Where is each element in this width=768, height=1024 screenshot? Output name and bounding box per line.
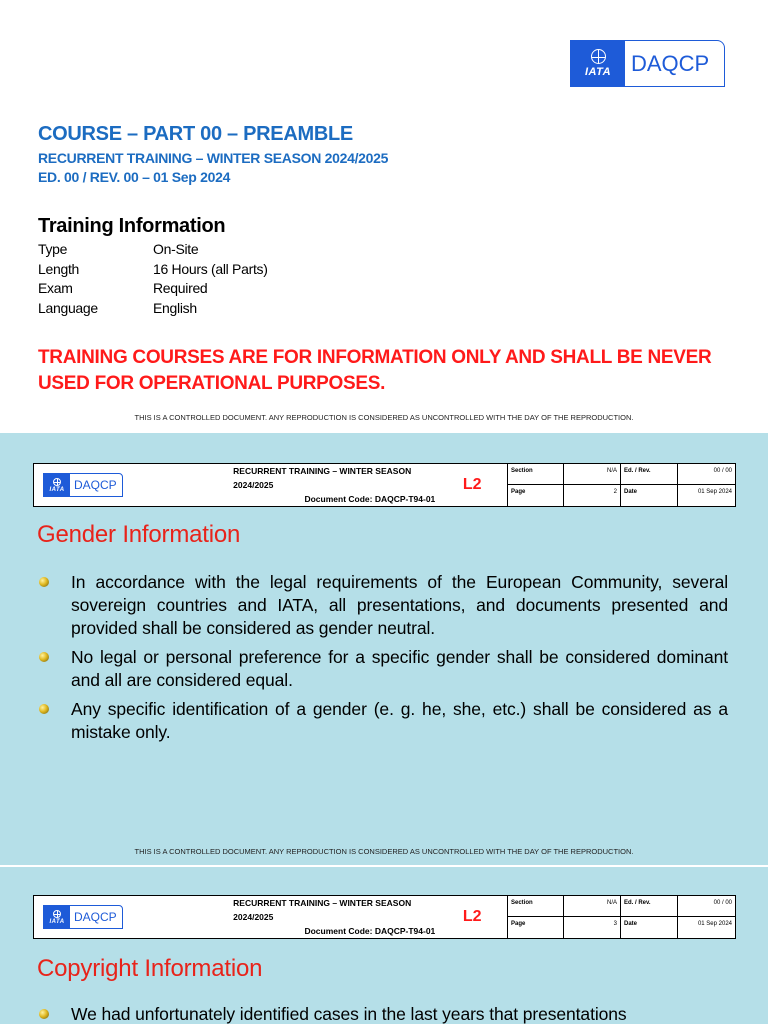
iata-mark [44,474,70,496]
edrev-value: 00 / 00 [677,896,735,917]
bullet-icon [39,1009,49,1019]
slide-title: Gender Information [37,521,241,548]
slide-copyright-information [0,867,768,1024]
header-meta-table [507,896,735,938]
bullet-icon [39,704,49,714]
globe-icon [53,478,61,486]
bullet-list [36,1003,728,1024]
slide-header [33,895,736,939]
course-subtitle: RECURRENT TRAINING – WINTER SEASON 2024/2025 [38,150,389,166]
bullet-icon [39,577,49,587]
course-edition: ED. 00 / REV. 00 – 01 Sep 2024 [38,169,231,185]
list-item [36,571,728,640]
section-label: Section [507,464,563,485]
section-label: Section [507,896,563,917]
header-doc-code: Document Code: DAQCP-T94-01 [304,926,436,936]
header-title [233,896,437,938]
training-info-row [38,240,268,260]
controlled-document-note: THIS IS A CONTROLLED DOCUMENT. ANY REPRODUCTION IS CONSIDERED AS UNCONTROLLED WITH THE DAY OF THE REPRODUCTION. [134,413,634,422]
header-course: RECURRENT TRAINING – WINTER SEASON 2024/2025 [233,898,412,922]
bullet-icon [39,652,49,662]
logo-wordmark: DAQCP [74,910,117,924]
section-value: N/A [563,464,620,485]
edrev-label: Ed. / Rev. [620,464,677,485]
training-info-key: Exam [38,280,73,296]
training-info-value: 16 Hours (all Parts) [153,260,268,277]
header-doc-code: Document Code: DAQCP-T94-01 [304,494,436,504]
bullet-list [36,571,728,750]
training-info-value: Required [153,280,208,296]
training-info-row [38,299,268,319]
iata-mark-text: IATA [49,918,65,925]
edrev-value: 00 / 00 [677,464,735,485]
globe-icon [53,910,61,918]
training-info-heading: Training Information [38,215,226,237]
iata-mark [44,906,70,928]
training-info-key: Length [38,260,80,277]
date-value: 01 Sep 2024 [677,917,735,938]
page-label: Page [507,917,563,938]
bullet-text: No legal or personal preference for a specific gender shall be considered dominant and all are considered equal. [71,647,728,690]
date-label: Date [620,917,677,938]
training-info-key: Type [38,241,68,257]
training-info-value: English [153,299,197,316]
level-badge: L2 [462,476,482,493]
header-meta-table [507,464,735,506]
section-value: N/A [563,896,620,917]
training-info-value: On-Site [153,241,199,257]
logo-wordmark: DAQCP [631,50,710,76]
slide-title: Copyright Information [37,955,263,982]
bullet-text: Any specific identification of a gender (e. g. he, she, etc.) shall be considered as a mistake only. [71,699,728,742]
level-badge: L2 [462,908,482,925]
training-info-table [38,240,268,318]
iata-mark-text: IATA [584,66,612,78]
iata-mark [571,41,625,86]
header-course: RECURRENT TRAINING – WINTER SEASON 2024/2025 [233,466,412,490]
date-value: 01 Sep 2024 [677,485,735,506]
list-item [36,646,728,692]
page-label: Page [507,485,563,506]
date-label: Date [620,485,677,506]
training-info-row [38,260,268,280]
page-value: 2 [563,485,620,506]
bullet-text: We had unfortunately identified cases in the last years that presentations [71,1004,627,1024]
training-info-key: Language [38,299,98,316]
iata-daqcp-logo [43,473,123,497]
training-info-row [38,279,268,299]
logo-wordmark: DAQCP [74,478,117,492]
list-item [36,698,728,744]
controlled-document-note: THIS IS A CONTROLLED DOCUMENT. ANY REPRODUCTION IS CONSIDERED AS UNCONTROLLED WITH THE DAY OF THE REPRODUCTION. [134,847,634,856]
edrev-label: Ed. / Rev. [620,896,677,917]
slide-gender-information [0,433,768,865]
slide-header [33,463,736,507]
course-title: COURSE – PART 00 – PREAMBLE [38,123,353,145]
iata-mark-text: IATA [49,486,65,493]
bullet-text: In accordance with the legal requirements of the European Community, several sovereign countries and IATA, all presentations, and documents presented and provided shall be considered as gender neutral. [71,572,728,638]
operational-warning: TRAINING COURSES ARE FOR INFORMATION ONLY AND SHALL BE NEVER USED FOR OPERATIONAL PURPOSES. [38,347,712,394]
list-item [36,1003,728,1024]
globe-icon [591,49,606,64]
iata-daqcp-logo [570,40,725,87]
header-title [233,464,437,506]
page-value: 3 [563,917,620,938]
iata-daqcp-logo [43,905,123,929]
